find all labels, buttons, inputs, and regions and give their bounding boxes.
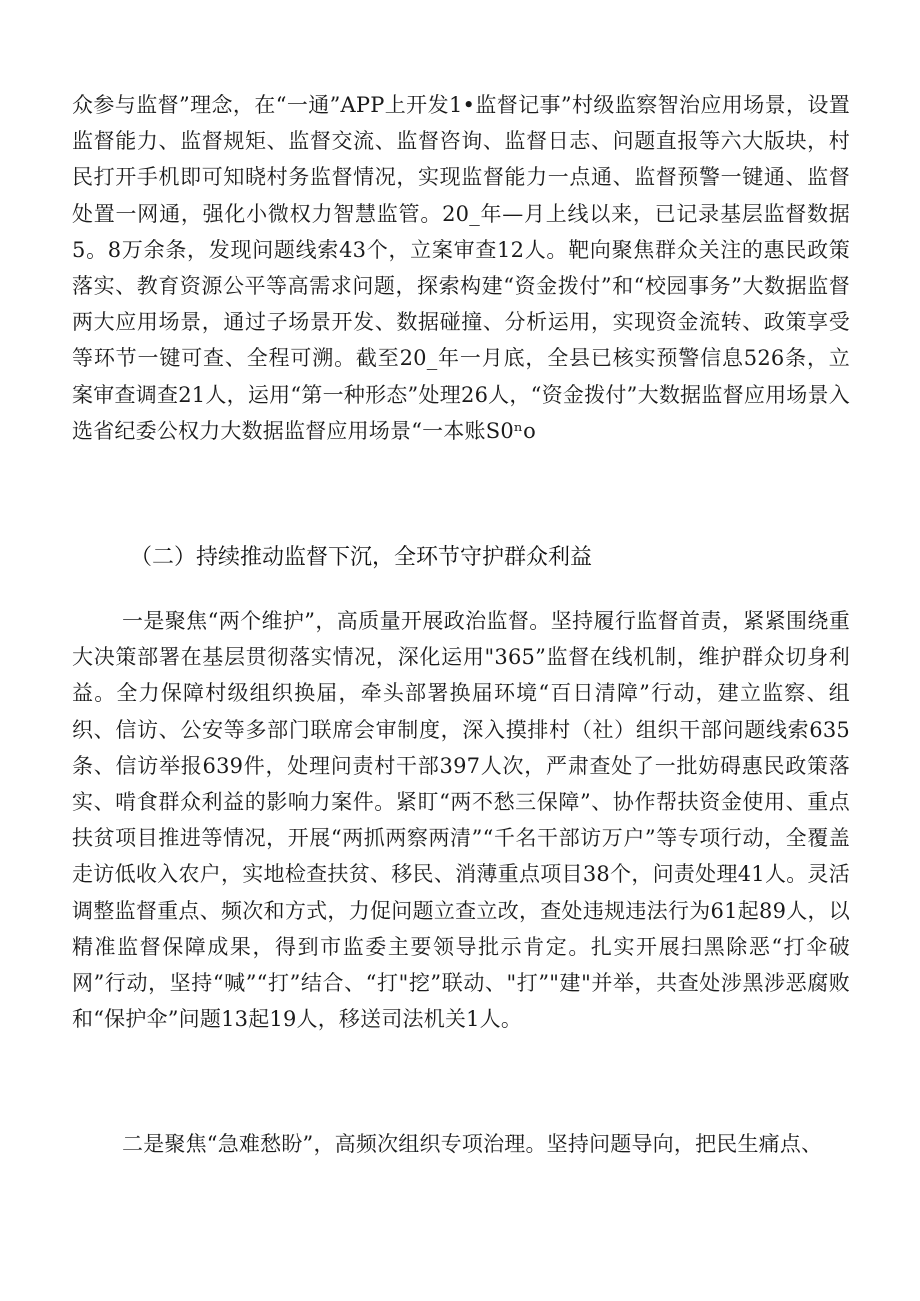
section-heading: （二）持续推动监督下沉，全环节守护群众利益 xyxy=(130,545,593,570)
body-paragraph-continued: 众参与监督”理念，在“一通”APP上开发1•监督记事”村级监察智治应用场景，设置监督能力、监督规矩、监督交流、监督咨询、监督日志、问题直报等六大版块，村民打开手机即可知晓村务监督情况，实现监督能力一点通、监督预警一键通、监督处置一网通，强化小微权力智慧监管。20_年—月上线以来，已记录基层监督数据5。8万余条，发现问题线索43个，立案审查12人。靶向聚焦群众关注的惠民政策落实、教育资源公平等高需求问题，探索构建“资金拨付”和“校园事务”大数据监督两大应用场景，通过子场景开发、数据碰撞、分析运用，实现资金流转、政策享受等环节一键可查、全程可溯。截至20_年一月底，全县已核实预警信息526条，立案审查调查21人，运用“第一种形态”处理26人，“资金拨付”大数据监督应用场景入选省纪委公权力大数据监督应用场景“一本账S0ⁿo xyxy=(72,93,850,443)
body-paragraph-special-governance: 二是聚焦“急难愁盼”，高频次组织专项治理。坚持问题导向，把民生痛点、 xyxy=(122,1132,823,1156)
body-paragraph-political-supervision: 一是聚焦“两个维护”，高质量开展政治监督。坚持履行监督首责，紧紧围绕重大决策部署在基层贯彻落实情况，深化运用"365”监督在线机制，维护群众切身利益。全力保障村级组织换届，牵头部署换届环境“百日清障”行动，建立监察、组织、信访、公安等多部门联席会审制度，深入摸排村（社）组织干部问题线索635条、信访举报639件，处理问责村干部397人次，严肃查处了一批妨碍惠民政策落实、啃食群众利益的影响力案件。紧盯“两不愁三保障”、协作帮扶资金使用、重点扶贫项目推进等情况，开展“两抓两察两清”“千名干部访万户”等专项行动，全覆盖走访低收入农户，实地检查扶贫、移民、消薄重点项目38个，问责处理41人。灵活调整监督重点、频次和方式，力促问题立查立改，查处违规违法行为61起89人，以精准监督保障成果，得到市监委主要领导批示肯定。扎实开展扫黑除恶“打伞破网”行动，坚持“喊”“打”结合、“打"挖”联动、"打”"建"并举，共查处涉黑涉恶腐败和“保护伞”问题13起19人，移送司法机关1人。 xyxy=(72,609,850,1032)
